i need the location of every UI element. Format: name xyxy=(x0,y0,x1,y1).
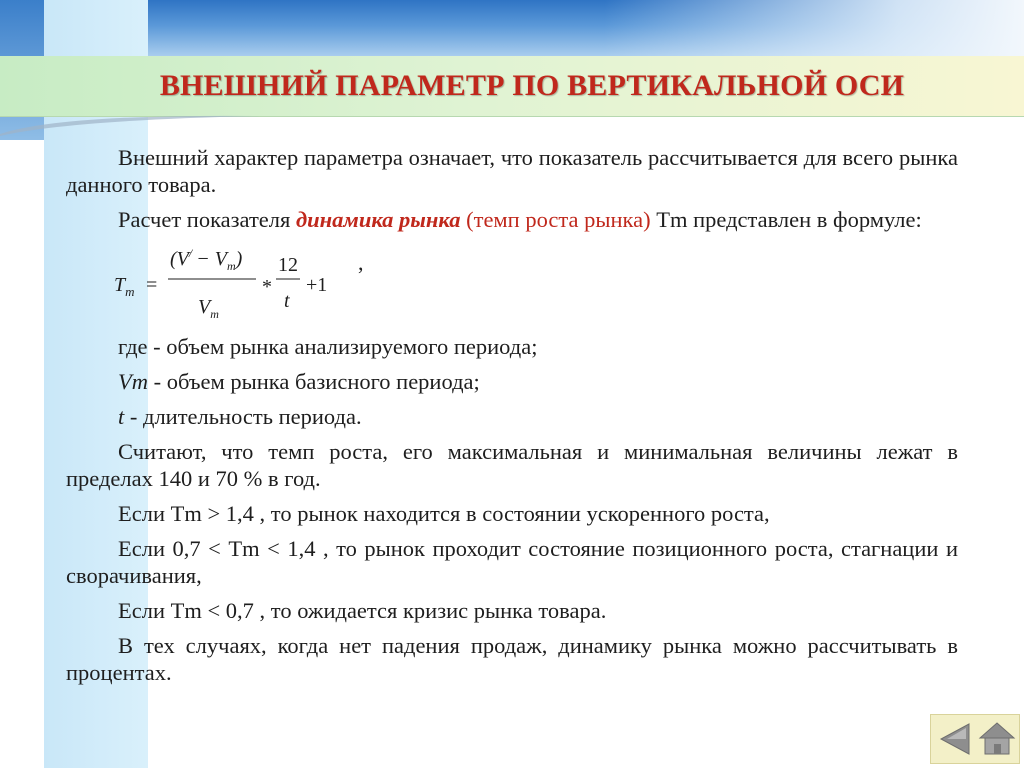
formula-den-sub: m xyxy=(210,307,219,321)
formula-times: * xyxy=(262,276,272,298)
paragraph-formula-intro-a: Расчет показателя xyxy=(118,207,296,232)
paragraph-where: где - объем рынка анализируемого периода; xyxy=(118,334,538,359)
paragraph-limits: Считают, что темп роста, его максимальная и минимальная величины лежат в пределах 140 и 70 % в год. xyxy=(66,439,958,491)
formula-comma: , xyxy=(358,250,364,275)
svg-text:Vm xyxy=(198,296,219,321)
formula-plus-one: +1 xyxy=(306,274,328,296)
formula-num-sup: / xyxy=(188,246,193,260)
formula-equals: = xyxy=(146,274,158,296)
formula-den: V xyxy=(198,296,211,318)
term-growth-rate: (темп роста рынка) xyxy=(460,207,651,232)
formula-num-close: ) xyxy=(235,248,243,270)
paragraph-condition-fast: Если Tm > 1,4 , то рынок находится в состоянии ускоренного роста, xyxy=(118,501,770,526)
formula-lhs-sub: m xyxy=(125,284,135,299)
formula-num-sub: m xyxy=(226,259,236,273)
var-vm: Vm xyxy=(118,369,148,394)
back-button[interactable] xyxy=(935,718,975,760)
svg-text:(V/− Vm) xyxy=(170,246,243,273)
paragraph-intro: Внешний характер параметра означает, что показатель рассчитывается для всего рынка данного товара. xyxy=(66,145,958,197)
slide-title: ВНЕШНИЙ ПАРАМЕТР ПО ВЕРТИКАЛЬНОЙ ОСИ xyxy=(159,69,905,102)
home-button[interactable] xyxy=(977,718,1017,760)
paragraph-condition-crisis: Если Tm < 0,7 , то ожидается кризис рынка товара. xyxy=(118,598,607,623)
paragraph-formula-intro xyxy=(66,206,958,233)
term-market-dynamics: динамика рынка xyxy=(295,207,461,232)
formula-frac2-num: 12 xyxy=(278,254,298,276)
paragraph-vm xyxy=(66,368,958,395)
var-t: t xyxy=(118,404,125,429)
paragraph-t-text: - длительность периода. xyxy=(124,404,362,429)
paragraph-t xyxy=(66,403,958,430)
formula-num-open: (V xyxy=(170,248,189,270)
home-icon xyxy=(977,718,1017,760)
formula-num-minus: − V xyxy=(196,248,227,270)
svg-text:Tm xyxy=(114,274,135,299)
paragraph-percent: В тех случаях, когда нет падения продаж, динамику рынка можно рассчитывать в процентах. xyxy=(66,633,958,685)
swoosh-decor xyxy=(0,114,260,136)
slide-body xyxy=(66,144,958,694)
paragraph-formula-intro-c: Tm представлен в формуле: xyxy=(650,207,922,232)
formula-frac2-den: t xyxy=(284,290,290,312)
back-arrow-icon xyxy=(935,718,975,760)
top-decor-band xyxy=(0,0,1024,56)
formula-block xyxy=(66,241,958,327)
formula-lhs: T xyxy=(114,274,126,296)
growth-rate-formula xyxy=(114,241,354,327)
paragraph-condition-positional: Если 0,7 < Tm < 1,4 , то рынок проходит состояние позиционного роста, стагнации и сворачивания, xyxy=(66,536,958,588)
navigation-panel xyxy=(930,714,1020,764)
paragraph-vm-text: - объем рынка базисного периода; xyxy=(148,369,480,394)
